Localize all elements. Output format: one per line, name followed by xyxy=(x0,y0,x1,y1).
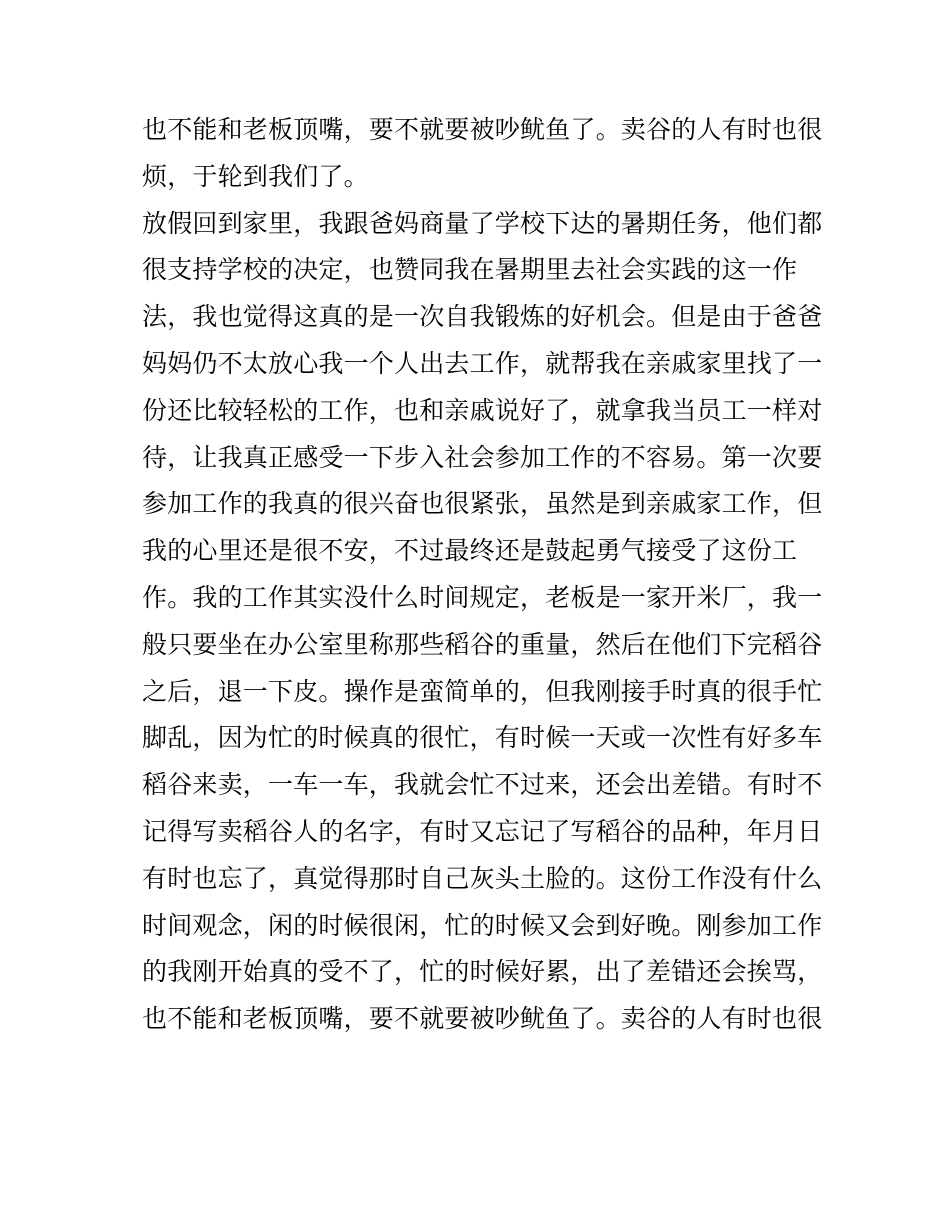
text-line: 份还比较轻松的工作，也和亲戚说好了，就拿我当员工一样对 xyxy=(142,395,823,425)
text-line: 之后，退一下皮。操作是蛮简单的，但我刚接手时真的很手忙 xyxy=(142,676,823,706)
text-line: 我的心里还是很不安，不过最终还是鼓起勇气接受了这份工 xyxy=(142,536,798,566)
text-line: 法，我也觉得这真的是一次自我锻炼的好机会。但是由于爸爸 xyxy=(142,302,823,332)
text-line: 放假回到家里，我跟爸妈商量了学校下达的暑期任务，他们都 xyxy=(142,208,823,238)
text-line: 记得写卖稻谷人的名字，有时又忘记了写稻谷的品种，年月日 xyxy=(142,816,823,846)
text-line: 参加工作的我真的很兴奋也很紧张，虽然是到亲戚家工作，但 xyxy=(142,489,823,519)
text-line: 稻谷来卖，一车一车，我就会忙不过来，还会出差错。有时不 xyxy=(142,770,823,800)
text-line: 有时也忘了，真觉得那时自己灰头土脸的。这份工作没有什么 xyxy=(142,863,823,893)
body-text xyxy=(142,107,822,1043)
text-line: 也不能和老板顶嘴，要不就要被吵鱿鱼了。卖谷的人有时也很 xyxy=(142,1004,823,1034)
text-line: 作。我的工作其实没什么时间规定，老板是一家开米厂，我一 xyxy=(142,582,823,612)
text-line: 时间观念，闲的时候很闲，忙的时候又会到好晚。刚参加工作 xyxy=(142,910,823,940)
text-line: 烦，于轮到我们了。 xyxy=(142,161,369,191)
text-line: 待，让我真正感受一下步入社会参加工作的不容易。第一次要 xyxy=(142,442,823,472)
text-line: 脚乱，因为忙的时候真的很忙，有时候一天或一次性有好多车 xyxy=(142,723,823,753)
text-line: 般只要坐在办公室里称那些稻谷的重量，然后在他们下完稻谷 xyxy=(142,629,823,659)
text-line: 很支持学校的决定，也赞同我在暑期里去社会实践的这一作 xyxy=(142,255,798,285)
text-line: 妈妈仍不太放心我一个人出去工作，就帮我在亲戚家里找了一 xyxy=(142,348,823,378)
text-line: 的我刚开始真的受不了，忙的时候好累，出了差错还会挨骂， xyxy=(142,957,823,987)
text-line: 也不能和老板顶嘴，要不就要被吵鱿鱼了。卖谷的人有时也很 xyxy=(142,115,823,144)
